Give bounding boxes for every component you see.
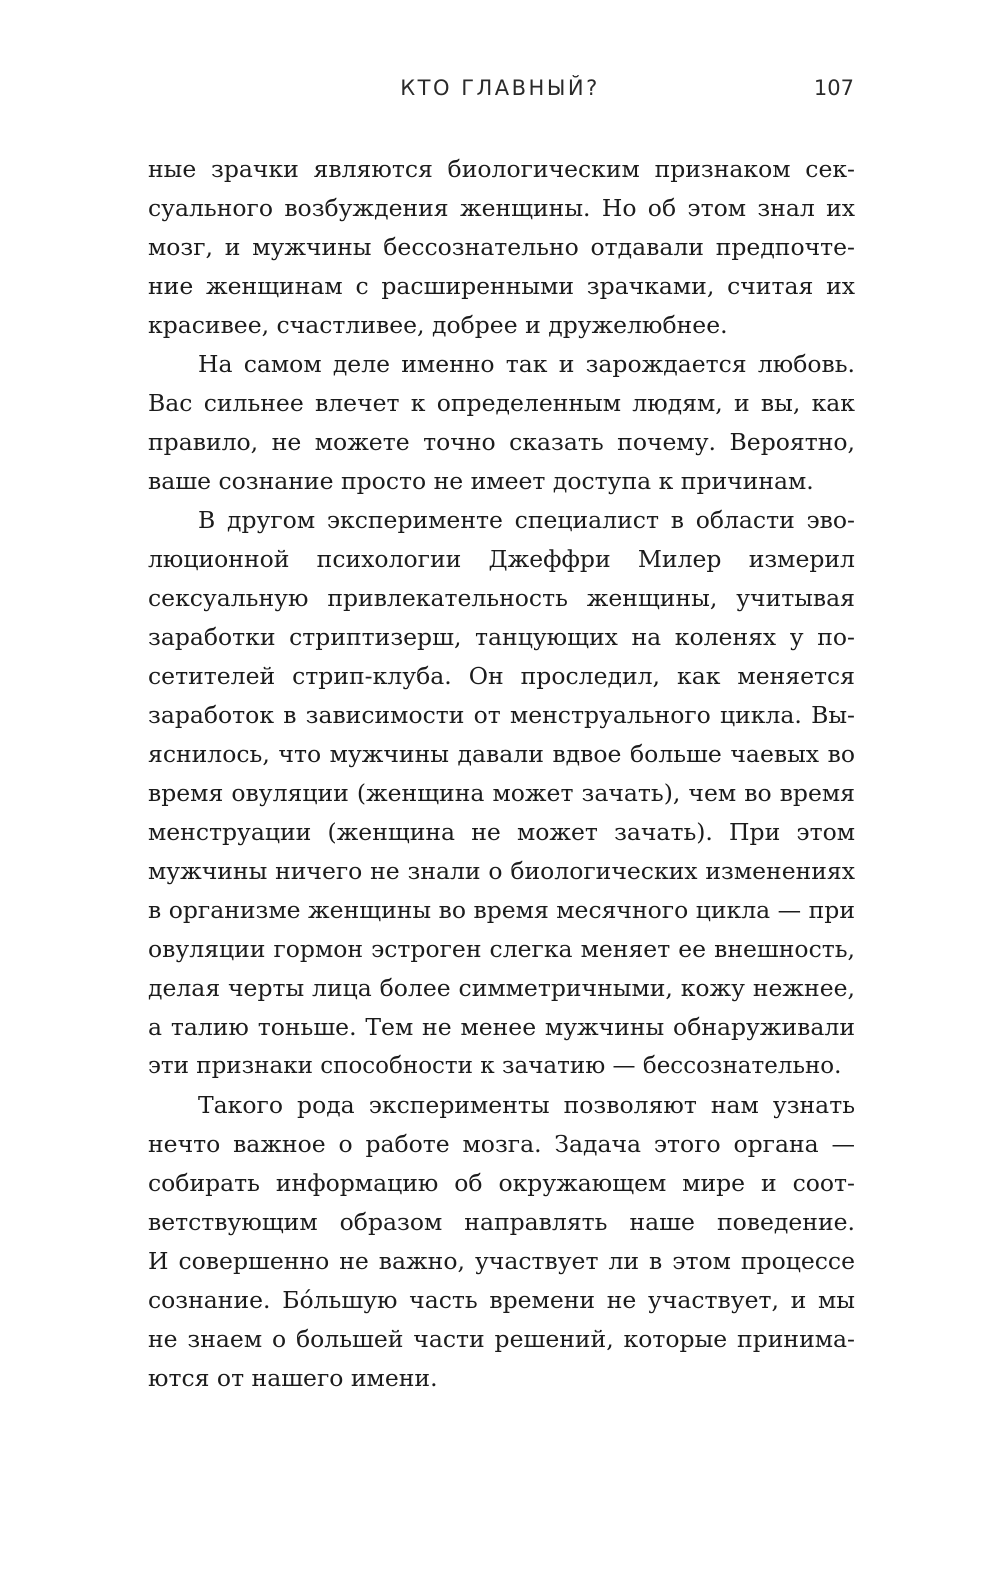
text-line: яснилось, что мужчины давали вдвое больше чаевых во bbox=[148, 740, 855, 768]
text-line: ются от нашего имени. bbox=[148, 1364, 438, 1392]
paragraph-1 bbox=[148, 150, 855, 345]
text-line: ваше сознание просто не имеет доступа к причинам. bbox=[148, 467, 814, 495]
text-line: суального возбуждения женщины. Но об этом знал их bbox=[148, 194, 855, 222]
text-line: собирать информацию об окружающем мире и соот- bbox=[148, 1169, 855, 1197]
text-line: Вас сильнее влечет к определенным людям, и вы, как bbox=[148, 389, 855, 417]
text-line: люционной психологии Джеффри Милер измерил bbox=[148, 545, 855, 573]
running-head bbox=[0, 76, 1000, 110]
paragraph-4 bbox=[148, 1086, 855, 1398]
paragraph-3 bbox=[148, 501, 855, 1086]
text-line: заработок в зависимости от менструального цикла. Вы- bbox=[148, 701, 855, 729]
running-title: КТО ГЛАВНЫЙ? bbox=[400, 76, 600, 100]
text-line: не знаем о большей части решений, которые принима- bbox=[148, 1325, 855, 1353]
text-line: нечто важное о работе мозга. Задача этого органа — bbox=[148, 1130, 855, 1158]
text-line: в организме женщины во время месячного цикла — при bbox=[148, 896, 855, 924]
text-line: сознание. Бóльшую часть времени не участвует, и мы bbox=[148, 1286, 855, 1314]
text-line: делая черты лица более симметричными, кожу нежнее, bbox=[148, 974, 855, 1002]
text-line: И совершенно не важно, участвует ли в этом процессе bbox=[148, 1247, 855, 1275]
text-line: ные зрачки являются биологическим признаком сек- bbox=[148, 155, 855, 183]
text-line: ние женщинам с расширенными зрачками, считая их bbox=[148, 272, 855, 300]
text-line: эти признаки способности к зачатию — бессознательно. bbox=[148, 1053, 842, 1079]
body-text bbox=[148, 150, 855, 1398]
text-line: мужчины ничего не знали о биологических изменениях bbox=[148, 857, 855, 885]
text-line: Такого рода эксперименты позволяют нам узнать bbox=[198, 1091, 855, 1119]
text-line: В другом эксперименте специалист в области эво- bbox=[198, 506, 855, 534]
text-line: правило, не можете точно сказать почему. Вероятно, bbox=[148, 428, 855, 456]
text-line: ветствующим образом направлять наше поведение. bbox=[148, 1208, 855, 1236]
paragraph-2 bbox=[148, 345, 855, 501]
text-line: а талию тоньше. Тем не менее мужчины обнаруживали bbox=[148, 1013, 855, 1041]
text-line: сетителей стрип-клуба. Он проследил, как меняется bbox=[148, 662, 855, 690]
text-line: менструации (женщина не может зачать). При этом bbox=[148, 818, 855, 846]
text-line: На самом деле именно так и зарождается любовь. bbox=[198, 350, 855, 378]
text-line: время овуляции (женщина может зачать), чем во время bbox=[148, 779, 855, 807]
page-number: 107 bbox=[813, 76, 854, 100]
text-line: овуляции гормон эстроген слегка меняет ее внешность, bbox=[148, 935, 855, 963]
text-line: заработки стриптизерш, танцующих на коленях у по- bbox=[148, 623, 855, 651]
text-line: мозг, и мужчины бессознательно отдавали предпочте- bbox=[148, 233, 855, 261]
text-line: красивее, счастливее, добрее и дружелюбнее. bbox=[148, 311, 728, 339]
text-line: сексуальную привлекательность женщины, учитывая bbox=[148, 584, 855, 612]
